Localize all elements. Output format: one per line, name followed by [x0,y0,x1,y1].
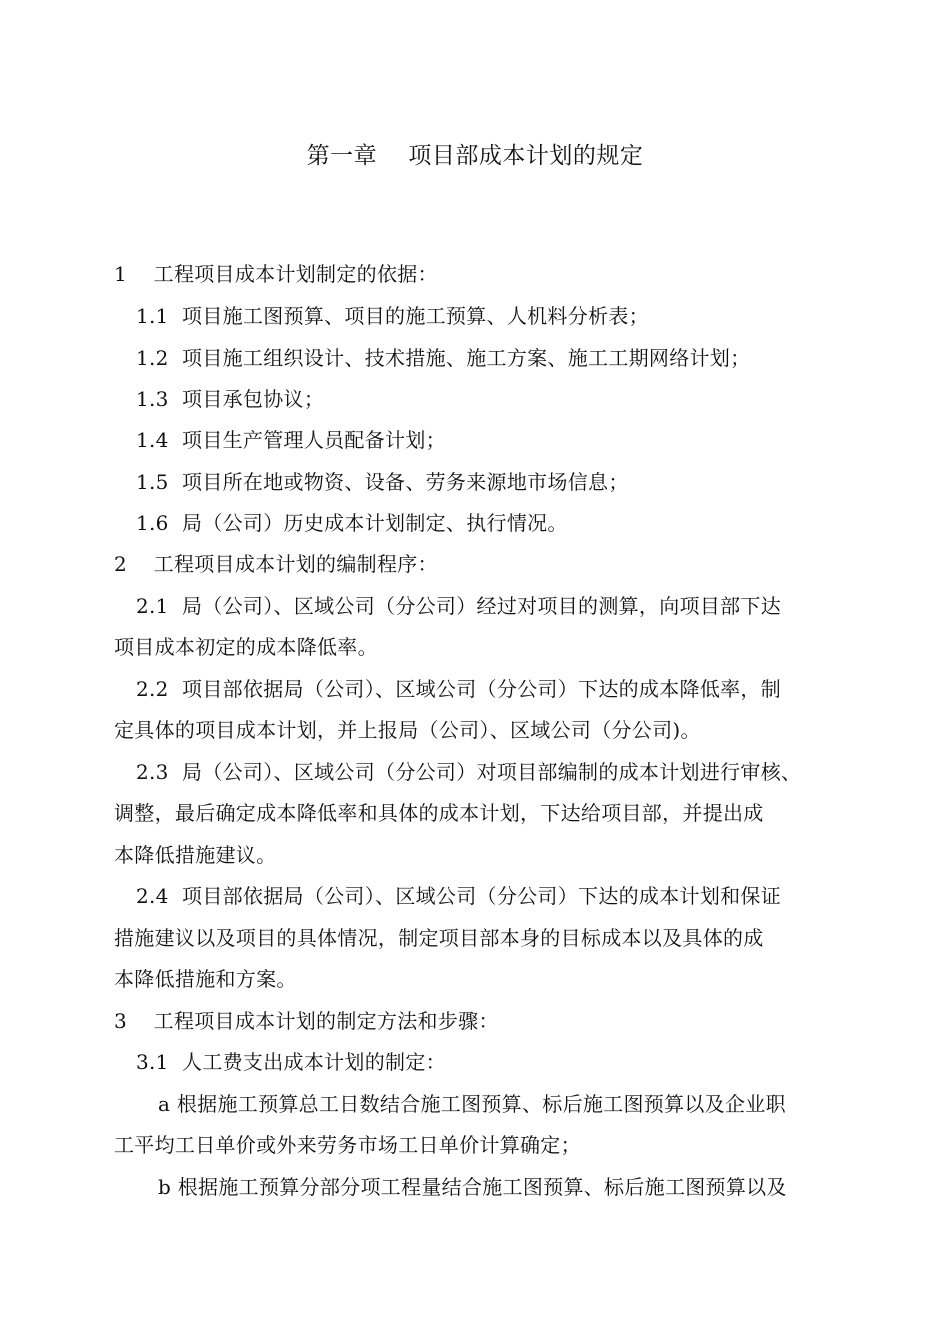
list-item-1-1: 1.1 项目施工图预算、项目的施工预算、人机料分析表； [136,304,649,328]
paragraph-2-1-line-1: 2.1 局（公司）、区域公司（分公司）经过对项目的测算，向项目部下达 [136,594,782,618]
paragraph-2-3-line-1: 2.3 局（公司）、区域公司（分公司）对项目部编制的成本计划进行审核、 [136,760,802,784]
chapter-title: 第一章 项目部成本计划的规定 [306,143,644,169]
paragraph-3-1-a-line-1: a 根据施工预算总工日数结合施工图预算、标后施工图预算以及企业职 [158,1092,786,1116]
paragraph-3-1-b-line-1: b 根据施工预算分部分项工程量结合施工图预算、标后施工图预算以及 [158,1175,787,1199]
section-heading-3: 3 工程项目成本计划的制定方法和步骤： [114,1009,499,1033]
paragraph-2-1-line-2: 项目成本初定的成本降低率。 [114,635,378,659]
list-item-1-6: 1.6 局（公司）历史成本计划制定、执行情况。 [136,511,568,535]
paragraph-2-3-line-3: 本降低措施建议。 [114,843,277,867]
paragraph-2-4-line-1: 2.4 项目部依据局（公司）、区域公司（分公司）下达的成本计划和保证 [136,884,782,908]
list-item-1-5: 1.5 项目所在地或物资、设备、劳务来源地市场信息； [136,470,629,494]
paragraph-3-1-a-line-2: 工平均工日单价或外来劳务市场工日单价计算确定； [114,1133,581,1157]
list-item-1-3: 1.3 项目承包协议； [136,387,325,411]
paragraph-2-3-line-2: 调整，最后确定成本降低率和具体的成本计划，下达给项目部，并提出成 [114,801,764,825]
section-heading-1: 1 工程项目成本计划制定的依据： [114,262,438,286]
paragraph-2-2-line-2: 定具体的项目成本计划，并上报局（公司）、区域公司（分公司)。 [114,718,701,742]
section-heading-2: 2 工程项目成本计划的编制程序： [114,552,438,576]
paragraph-2-4-line-3: 本降低措施和方案。 [114,967,297,991]
paragraph-2-2-line-1: 2.2 项目部依据局（公司）、区域公司（分公司）下达的成本降低率，制 [136,677,782,701]
list-item-1-2: 1.2 项目施工组织设计、技术措施、施工方案、施工工期网络计划； [136,346,751,370]
list-item-3-1: 3.1 人工费支出成本计划的制定： [136,1050,446,1074]
paragraph-2-4-line-2: 措施建议以及项目的具体情况，制定项目部本身的目标成本以及具体的成 [114,926,764,950]
list-item-1-4: 1.4 项目生产管理人员配备计划； [136,428,446,452]
